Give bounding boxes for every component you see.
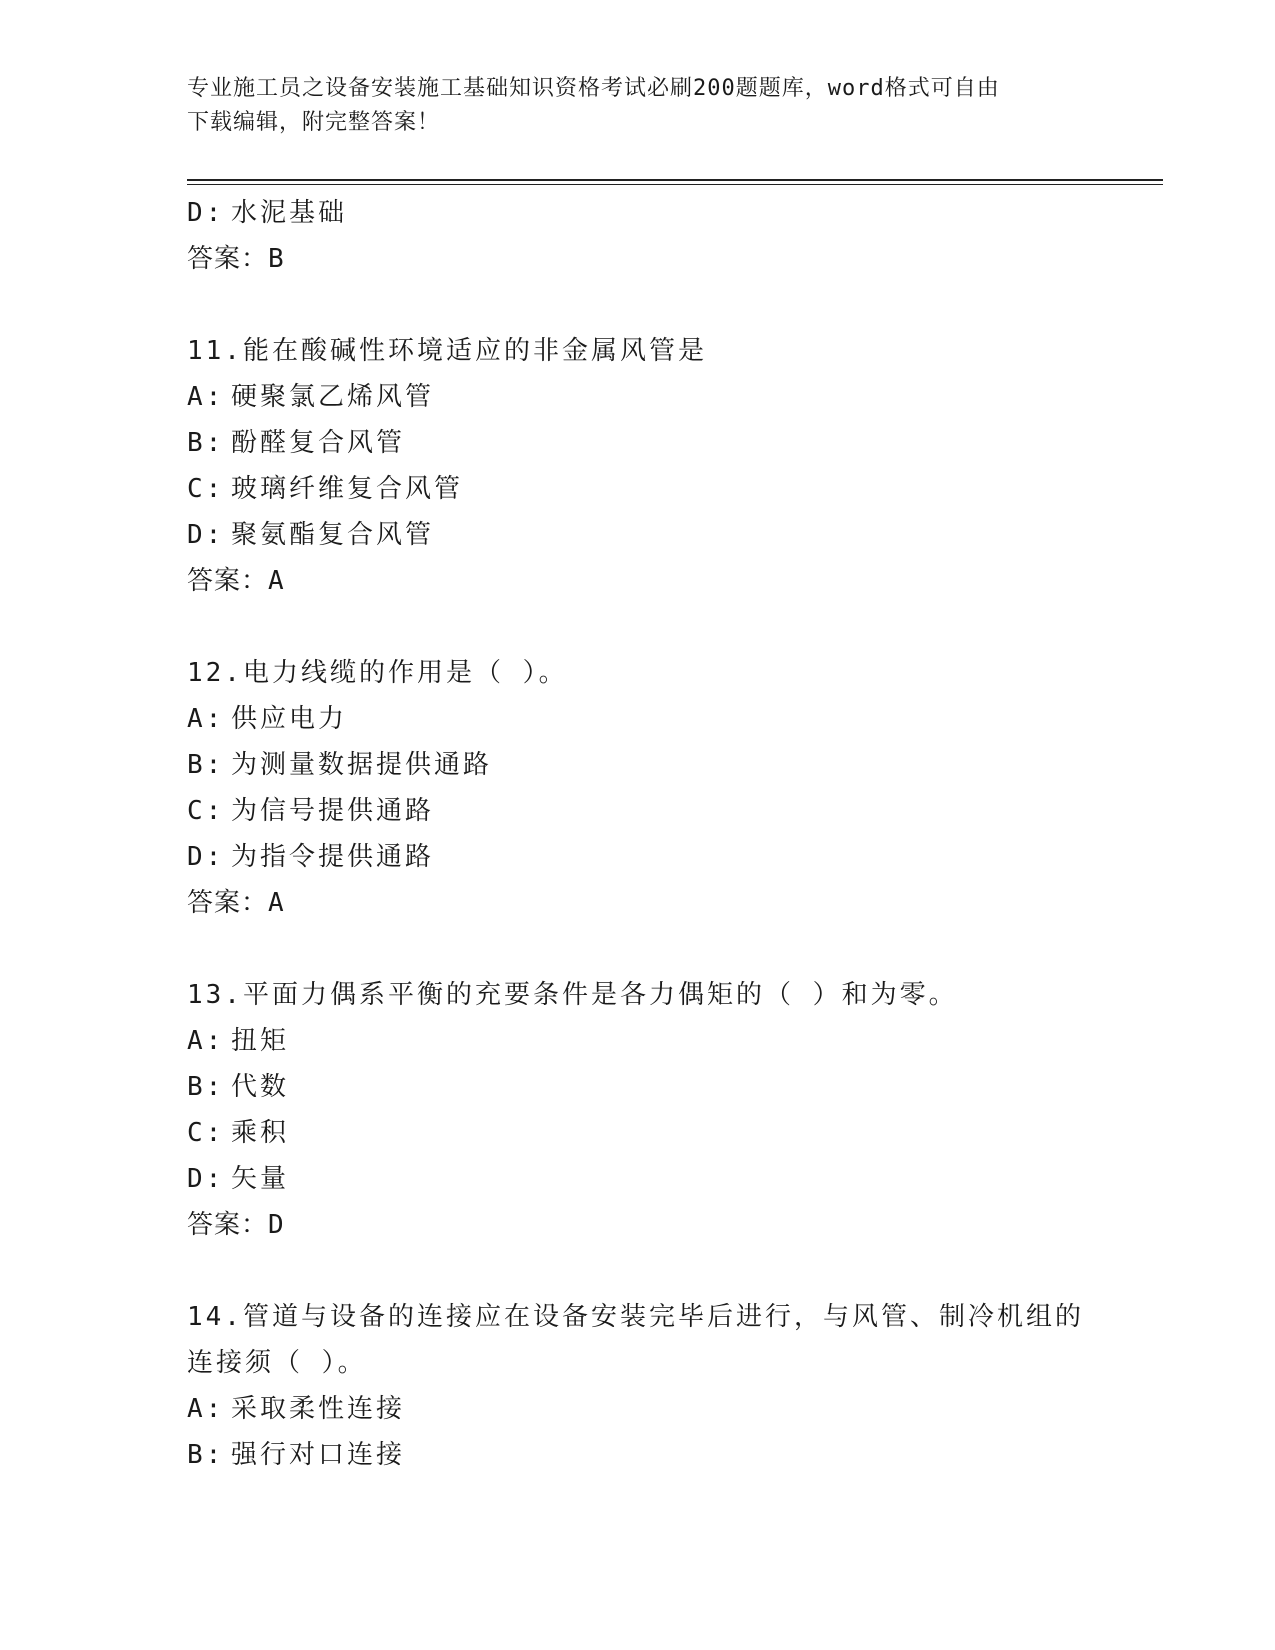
option-text: 扭矩 bbox=[231, 1026, 290, 1056]
option-label: D: bbox=[187, 520, 225, 550]
option-c bbox=[187, 788, 1167, 834]
answer-label: 答案： bbox=[187, 888, 269, 918]
option-text: 乘积 bbox=[231, 1118, 290, 1148]
option-label: A: bbox=[187, 1394, 225, 1424]
answer-value: D bbox=[268, 1210, 285, 1240]
question-11 bbox=[187, 328, 1167, 604]
question-stem: 11.能在酸碱性环境适应的非金属风管是 bbox=[187, 336, 707, 366]
option-text: 采取柔性连接 bbox=[231, 1394, 406, 1424]
answer-label: 答案： bbox=[187, 1210, 269, 1240]
spacer bbox=[187, 282, 1167, 328]
answer-label: 答案： bbox=[187, 566, 269, 596]
option-label: D: bbox=[187, 1164, 225, 1194]
option-label: B: bbox=[187, 1072, 225, 1102]
option-text: 为测量数据提供通路 bbox=[231, 750, 493, 780]
question-12 bbox=[187, 650, 1167, 926]
question-stem-line-2: 连接须（ ）。 bbox=[187, 1348, 367, 1378]
option-text: 酚醛复合风管 bbox=[231, 428, 406, 458]
option-label: C: bbox=[187, 796, 225, 826]
option-a bbox=[187, 1386, 1167, 1432]
option-text: 为指令提供通路 bbox=[231, 842, 435, 872]
question-14 bbox=[187, 1294, 1167, 1478]
question-stem: 13.平面力偶系平衡的充要条件是各力偶矩的（ ）和为零。 bbox=[187, 980, 958, 1010]
header-divider-thin bbox=[187, 184, 1163, 185]
header-line-2: 下载编辑，附完整答案！ bbox=[187, 110, 441, 135]
option-label: A: bbox=[187, 382, 225, 412]
header-line-1: 专业施工员之设备安装施工基础知识资格考试必刷200题题库，word格式可自由 bbox=[187, 76, 1000, 101]
answer-value: B bbox=[268, 244, 285, 274]
prev-answer bbox=[187, 236, 1167, 282]
option-b bbox=[187, 1064, 1167, 1110]
option-a bbox=[187, 374, 1167, 420]
option-label: A: bbox=[187, 1026, 225, 1056]
option-c bbox=[187, 1110, 1167, 1156]
answer-value: A bbox=[268, 888, 285, 918]
option-c bbox=[187, 466, 1167, 512]
option-d bbox=[187, 1156, 1167, 1202]
question-stem-line-1: 14.管道与设备的连接应在设备安装完毕后进行，与风管、制冷机组的 bbox=[187, 1302, 1084, 1332]
option-b bbox=[187, 1432, 1167, 1478]
option-label: B: bbox=[187, 1440, 225, 1470]
document-header bbox=[187, 72, 1087, 140]
option-text: 为信号提供通路 bbox=[231, 796, 435, 826]
option-d bbox=[187, 512, 1167, 558]
option-a bbox=[187, 696, 1167, 742]
option-label: B: bbox=[187, 428, 225, 458]
option-label: B: bbox=[187, 750, 225, 780]
option-text: 聚氨酯复合风管 bbox=[231, 520, 435, 550]
question-13 bbox=[187, 972, 1167, 1248]
option-text: 玻璃纤维复合风管 bbox=[231, 474, 464, 504]
answer-label: 答案： bbox=[187, 244, 269, 274]
answer-line bbox=[187, 880, 1167, 926]
answer-value: A bbox=[268, 566, 285, 596]
option-a bbox=[187, 1018, 1167, 1064]
option-text: 强行对口连接 bbox=[231, 1440, 406, 1470]
option-text: 矢量 bbox=[231, 1164, 290, 1194]
spacer bbox=[187, 1248, 1167, 1294]
option-label: D: bbox=[187, 198, 225, 228]
prev-option-d bbox=[187, 190, 1167, 236]
option-text: 水泥基础 bbox=[231, 198, 348, 228]
option-b bbox=[187, 742, 1167, 788]
question-list bbox=[187, 190, 1167, 1478]
option-d bbox=[187, 834, 1167, 880]
option-label: A: bbox=[187, 704, 225, 734]
answer-line bbox=[187, 1202, 1167, 1248]
spacer bbox=[187, 604, 1167, 650]
header-divider-thick bbox=[187, 179, 1163, 181]
option-label: C: bbox=[187, 474, 225, 504]
spacer bbox=[187, 926, 1167, 972]
answer-line bbox=[187, 558, 1167, 604]
option-label: C: bbox=[187, 1118, 225, 1148]
option-text: 供应电力 bbox=[231, 704, 348, 734]
option-label: D: bbox=[187, 842, 225, 872]
option-text: 硬聚氯乙烯风管 bbox=[231, 382, 435, 412]
option-text: 代数 bbox=[231, 1072, 290, 1102]
question-stem: 12.电力线缆的作用是（ ）。 bbox=[187, 658, 568, 688]
option-b bbox=[187, 420, 1167, 466]
